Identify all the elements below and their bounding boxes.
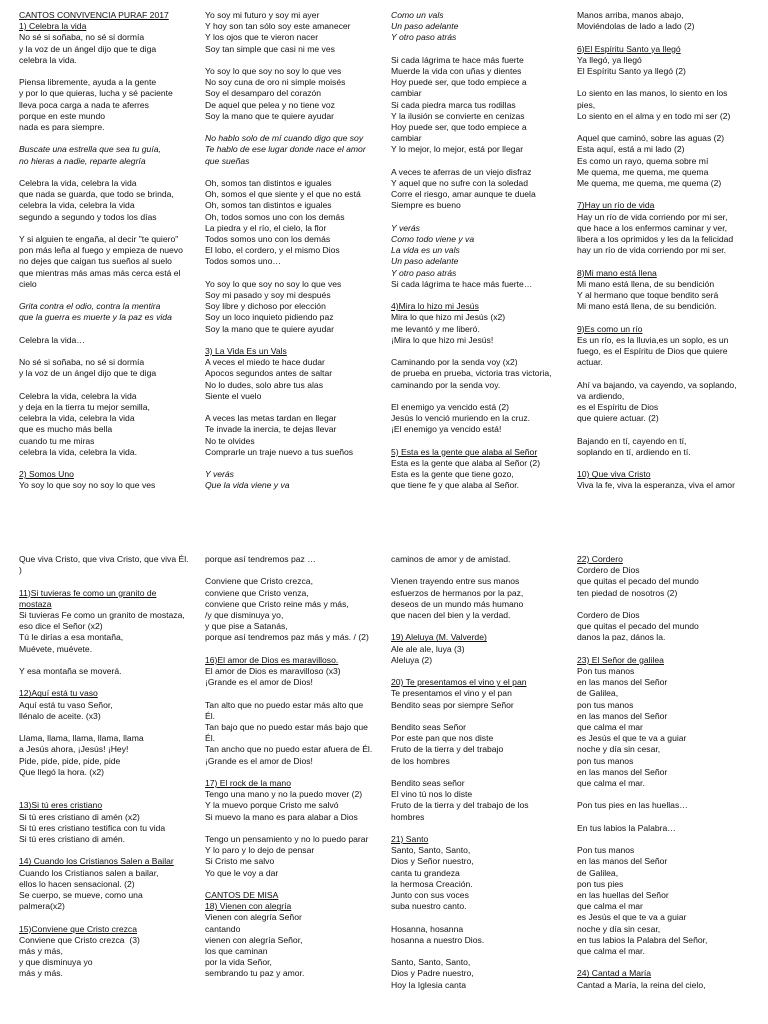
song-verse: Cantad a María, la reina del cielo, — [577, 979, 706, 990]
song-heading: 15)Conviene que Cristo crezca — [19, 923, 137, 934]
song-verse: Vienen trayendo entre sus manos esfuerzos de hermanos por la paz, deseos de un mundo más humano que nacen del bien y la verdad. — [391, 576, 524, 620]
blank-line — [205, 767, 385, 778]
song-heading: 7)Hay un río de vida — [577, 200, 655, 211]
blank-line — [19, 845, 199, 856]
blank-line — [577, 122, 749, 133]
blank-line — [205, 644, 385, 655]
song-verse: Celebra la vida… — [19, 334, 85, 345]
song-verse: Si tú eres cristiano di amén (x2) Si tú eres cristiano testifica con tu vida Si tú eres cristiano di amén. — [19, 811, 166, 844]
song-verse-italic: Y verás Que la vida viene y va — [205, 469, 290, 491]
blank-line — [577, 77, 749, 88]
song-verse: Lo siento en las manos, lo siento en los pies, Lo siento en el alma y en todo mi ser (2) — [577, 88, 731, 121]
column-4 — [577, 10, 749, 492]
blank-line — [19, 324, 199, 335]
song-verse: Celebra la vida, celebra la vida que nada se guarda, que todo se brinda, celebra la vida, celebra la vida segundo a segundo y todos los días — [19, 178, 174, 222]
song-verse: Cuando los Cristianos salen a bailar, ellos lo hacen sensacional. (2) Se cuerpo, se mueve, como una palmera(x2) — [19, 867, 159, 912]
song-verse: El amor de Dios es maravilloso (x3) ¡Grande es el amor de Dios! — [205, 666, 341, 688]
blank-line — [577, 32, 749, 43]
blank-line — [19, 133, 199, 144]
blank-line — [19, 722, 199, 733]
blank-line — [391, 44, 571, 55]
song-verse: Esta es la gente que alaba al Señor (2) Esta es la gente que tiene gozo, que tiene fe y que alaba al Señor. — [391, 458, 541, 491]
song-verse-italic: Grita contra el odio, contra la mentira que la guerra es muerte y la paz es vida — [19, 301, 172, 323]
song-verse: No sé si soñaba, no sé si dormía y la voz de un ángel dijo que te diga celebra la vida. — [19, 32, 157, 65]
song-verse-italic: Buscate una estrella que sea tu guía, no hieras a nadie, reparte alegría — [19, 144, 161, 166]
song-heading: 11)Si tuvieras fe como un granito de mostaza — [19, 587, 157, 609]
blank-line — [577, 424, 749, 435]
song-heading: 19) Aleluya (M. Valverde) — [391, 632, 487, 643]
song-heading: CANTOS CONVIVENCIA PURAF 2017 — [19, 10, 169, 20]
blank-line — [19, 458, 199, 469]
song-verse: Aquí está tu vaso Señor, llénalo de aceite. (x3) — [19, 699, 113, 721]
blank-line — [205, 55, 385, 66]
song-verse: Pon tus manos en las manos del Señor de Galilea, pon tus pies en las huellas del Señor que calma el mar es Jesús el que te va a guiar noche y día sin cesar, en tus labios la Palabra del Señor, que calma el mar. — [577, 845, 708, 957]
song-verse: Piensa libremente, ayuda a la gente y por lo que quieras, lucha y sé paciente lleva poca carga a nada te aferres porque en este mundo nada es para siempre. — [19, 77, 173, 133]
song-verse: Ya llegó, ya llegó El Espíritu Santo ya llegó (2) — [577, 54, 686, 76]
song-verse: Yo soy mi futuro y soy mi ayer Y hoy son tan sólo soy este amanecer Y los ojos que te vieron nacer Soy tan simple que casi ni me ves — [205, 10, 351, 54]
song-verse: En tus labios la Palabra… — [577, 822, 676, 833]
blank-line — [19, 778, 199, 789]
song-verse: Celebra la vida, celebra la vida y deja en la tierra tu mejor semilla, celebra la vida, celebra la vida que es mucho más bella cuando tu me miras celebra la vida, celebra la vida. — [19, 390, 150, 457]
blank-line — [577, 599, 749, 610]
blank-line — [205, 823, 385, 834]
song-heading: 18) Vienen con alegría — [205, 901, 292, 912]
blank-line — [205, 458, 385, 469]
blank-line — [19, 66, 199, 77]
song-verse: Si tuvieras Fe como un granito de mostaza, eso dice el Señor (x2) Tú le dirías a esa montaña, Muévete, muévete. — [19, 610, 185, 654]
column-2 — [205, 10, 385, 492]
blank-line — [391, 346, 571, 357]
blank-line — [205, 402, 385, 413]
blank-line — [391, 436, 571, 447]
column-6 — [205, 554, 385, 980]
blank-line — [391, 621, 571, 632]
song-heading: 4)Mira lo hizo mi Jesús — [391, 301, 479, 312]
song-heading: 23) El Señor de galilea — [577, 654, 664, 665]
column-5 — [19, 554, 199, 980]
blank-line — [19, 789, 199, 800]
song-verse: Oh, somos tan distintos e iguales Oh, somos el que siente y el que no está Oh, somos tan distintos e iguales Oh, todos somos uno con los demás La piedra y el río, el cielo, la flor Todos somos uno con los demás El lobo, el cordero, y el mismo Dios Todos somos uno… — [205, 178, 361, 267]
song-verse: Es un río, es la lluvia,es un soplo, es un fuego, es el Espíritu de Dios que quiere actuar. — [577, 334, 729, 368]
blank-line — [577, 256, 749, 267]
song-verse: caminos de amor y de amistad. — [391, 554, 511, 564]
song-verse: Te presentamos el vino y el pan Bendito seas por siempre Señor — [391, 688, 514, 710]
song-verse: porque así tendremos paz … — [205, 554, 316, 564]
song-heading: 16)El amor de Dios es maravilloso. — [205, 654, 339, 665]
blank-line — [205, 688, 385, 699]
blank-line — [391, 711, 571, 722]
blank-line — [205, 122, 385, 133]
song-verse: Llama, llama, llama, llama, llama a Jesús ahora, ¡Jesús! ¡Hey! Pide, pide, pide, pide, pide Que llegó la hora. (x2) — [19, 733, 144, 777]
song-verse: Si cada lágrima te hace más fuerte Muerde la vida con uñas y dientes Hoy puede ser, que todo empiece a cambiar Si cada piedra marca tus rodillas Y la ilusión se convierte en cenizas Hoy puede ser, que todo empiece a cambiar Y lo mejor, lo mejor, está por llegar — [391, 54, 527, 155]
song-verse: Que viva Cristo, que viva Cristo, que viva Él. ) — [19, 554, 189, 576]
blank-line — [577, 458, 749, 469]
song-verse: Tan alto que no puedo estar más alto que Él. Tan bajo que no puedo estar más bajo que Él. Tan ancho que no puedo estar afuera de Él. ¡Grande es el amor de Dios! — [205, 699, 373, 766]
song-verse: Y esa montaña se moverá. — [19, 666, 122, 676]
song-heading: 20) Te presentamos el vino y el pan — [391, 677, 527, 688]
blank-line — [19, 290, 199, 301]
blank-line — [391, 767, 571, 778]
blank-line — [577, 189, 749, 200]
song-verse: Tengo un pensamiento y no lo puedo parar Y lo paro y lo dejo de pensar Si Cristo me salvo Yo que le voy a dar — [205, 834, 369, 878]
column-7 — [391, 554, 571, 991]
song-verse: Caminando por la senda voy (x2) de prueba en prueba, victoria tras victoria, caminando por la senda voy. — [391, 357, 552, 390]
song-verse: Ale ale ale, luya (3) Aleluya (2) — [391, 643, 465, 665]
song-verse: Yo soy lo que soy no soy lo que ves — [19, 480, 156, 491]
song-verse: Yo soy lo que soy no soy lo que ves No soy cuna de oro ni simple moisés Soy el desamparo del corazón De aquel que pelea y no tiene voz Soy la mano que te quiere ayudar — [205, 66, 346, 121]
song-verse: Manos arriba, manos abajo, Moviéndolas de lado a lado (2) — [577, 10, 695, 32]
song-heading: CANTOS DE MISA — [205, 890, 279, 900]
song-verse: A veces las metas tardan en llegar Te invade la inercia, te dejas llevar No te olvides Comprarle un traje nuevo a tus sueños — [205, 413, 354, 457]
song-verse: Si cada lágrima te hace más fuerte… — [391, 278, 533, 289]
blank-line — [577, 812, 749, 823]
song-verse: Cordero de Dios que quitas el pecado del mundo ten piedad de nosotros (2) — [577, 565, 699, 598]
song-verse: El enemigo ya vencido está (2) Jesús lo venció muriendo en la cruz. ¡El enemigo ya vencido está! — [391, 402, 531, 435]
song-heading: 1) Celebra la vida — [19, 21, 87, 32]
blank-line — [577, 644, 749, 655]
blank-line — [19, 167, 199, 178]
song-verse: Y si alguien te engaña, al decir "te quiero" pon más leña al fuego y empieza de nuevo no dejes que caigan tus sueños al suelo que mientras más amas más cerca está el cielo — [19, 234, 183, 289]
song-heading: 2) Somos Uno — [19, 469, 74, 480]
song-heading: 14) Cuando los Cristianos Salen a Bailar — [19, 856, 174, 867]
song-verse: Cordero de Dios que quitas el pecado del mundo danos la paz, dános la. — [577, 610, 699, 643]
blank-line — [391, 156, 571, 167]
blank-line — [391, 391, 571, 402]
song-verse: Santo, Santo, Santo, Dios y Padre nuestro, Hoy la Iglesia canta — [391, 957, 474, 990]
song-heading: 12)Aquí está tu vaso — [19, 688, 98, 699]
song-heading: 24) Cantad a María — [577, 968, 652, 979]
song-verse: Yo soy lo que soy no soy lo que ves Soy mi pasado y soy mi después Soy libre y dichoso por elección Soy un loco inquieto pidiendo paz Soy la mano que te quiere ayudar — [205, 278, 342, 334]
song-verse: Conviene que Cristo crezca, conviene que Cristo venza, conviene que Cristo reine más y más, /y que disminuya yo, y que pise a Satanás, porque así tendremos paz más y más. / (2) — [205, 576, 369, 643]
blank-line — [391, 565, 571, 576]
song-verse: Mira lo que hizo mi Jesús (x2) me levantó y me liberó. ¡Mira lo que hizo mi Jesús! — [391, 312, 506, 345]
song-verse: Tengo una mano y no la puedo mover (2) Y la muevo porque Cristo me salvó Si muevo la mano es para alabar a Dios — [205, 789, 363, 822]
song-verse: Hosanna, hosanna hosanna a nuestro Dios. — [391, 923, 485, 945]
song-heading: 10) Que viva Cristo — [577, 469, 651, 480]
blank-line — [205, 167, 385, 178]
page-bottom-half — [0, 548, 768, 1024]
song-verse: Viva la fe, viva la esperanza, viva el amor — [577, 480, 735, 491]
blank-line — [391, 912, 571, 923]
song-verse: Pon tus pies en las huellas… — [577, 800, 688, 811]
song-verse: Hay un río de vida corriendo por mi ser, que hace a los enfermos caminar y ver, libera a los oprimidos y les da la felicidad hay un río de vida corriendo por mi ser. — [577, 211, 734, 256]
blank-line — [391, 212, 571, 223]
blank-line — [19, 912, 199, 923]
song-verse: Aquel que caminó, sobre las aguas (2) Esta aquí, está a mi lado (2) Es como un rayo, quema sobre mí Me quema, me quema, me quema Me quema, me quema, me quema (2) — [577, 133, 725, 188]
song-verse: Conviene que Cristo crezca (3) más y más, y que disminuya yo más y más. — [19, 934, 140, 979]
blank-line — [19, 380, 199, 391]
blank-line — [577, 957, 749, 968]
blank-line — [205, 879, 385, 890]
blank-line — [19, 677, 199, 688]
song-heading: 3) La Vida Es un Vals — [205, 346, 287, 357]
song-heading: 9)Es como un río — [577, 323, 643, 334]
blank-line — [391, 290, 571, 301]
blank-line — [577, 789, 749, 800]
song-verse-italic: Como un vals Un paso adelante Y otro paso atrás — [391, 10, 459, 43]
song-verse: No sé si soñaba, no sé si dormía y la voz de un ángel dijo que te diga — [19, 357, 157, 379]
song-verse-italic: Y verás Como todo viene y va La vida es un vals Un paso adelante Y otro paso atrás — [391, 222, 475, 278]
song-heading: 21) Santo — [391, 833, 429, 844]
column-8 — [577, 554, 749, 991]
blank-line — [391, 823, 571, 834]
blank-line — [577, 312, 749, 323]
song-heading: 13)Si tú eres cristiano — [19, 800, 103, 811]
song-verse: Ahí va bajando, va cayendo, va soplando, va ardiendo, es el Espíritu de Dios que quiere actuar. (2) — [577, 379, 737, 424]
song-verse-italic: No hablo solo de mí cuando digo que soy Te hablo de ese lugar donde nace el amor que sueñas — [205, 133, 366, 166]
blank-line — [391, 946, 571, 957]
song-heading: 5) Esta es la gente que alaba al Señor — [391, 446, 538, 457]
song-heading: 8)Mi mano está llena — [577, 267, 657, 278]
blank-line — [205, 335, 385, 346]
blank-line — [19, 346, 199, 357]
blank-line — [391, 666, 571, 677]
song-verse: Pon tus manos en las manos del Señor de Galilea, pon tus manos en las manos del Señor que calma el mar es Jesús el que te va a guiar noche y día sin cesar, pon tus manos en las manos del Señor que calma el mar. — [577, 666, 687, 789]
blank-line — [19, 655, 199, 666]
song-verse: Bendito seas señor El vino tú nos lo diste Fruto de la tierra y del trabajo de los hombres — [391, 777, 529, 822]
song-verse: Santo, Santo, Santo, Dios y Señor nuestro, canta tu grandeza la hermosa Creación. Junto con sus voces suba nuestro canto. — [391, 845, 474, 912]
column-1 — [19, 10, 199, 492]
song-heading: 22) Cordero — [577, 554, 623, 564]
blank-line — [205, 565, 385, 576]
song-heading: 17) El rock de la mano — [205, 778, 291, 788]
blank-line — [205, 268, 385, 279]
blank-line — [577, 368, 749, 379]
song-verse: Mi mano está llena, de su bendición Y al hermano que toque bendito será Mi mano está llena, de su bendición. — [577, 278, 719, 312]
song-verse: A veces el miedo te hace dudar Apocos segundos antes de saltar No lo dudes, solo abre tus alas Siente el vuelo — [205, 357, 333, 401]
song-verse: Bajando en tí, cayendo en tí, soplando en tí, ardiendo en tí. — [577, 435, 691, 457]
column-3 — [391, 10, 571, 492]
song-verse: Bendito seas Señor Por este pan que nos diste Fruto de la tierra y del trabajo de los hombres — [391, 721, 504, 766]
song-verse: Vienen con alegría Señor cantando vienen con alegría Señor, los que caminan por la vida Señor, sembrando tu paz y amor. — [205, 912, 305, 979]
blank-line — [19, 576, 199, 587]
blank-line — [577, 834, 749, 845]
song-heading: 6)El Espíritu Santo ya llegó — [577, 43, 681, 54]
blank-line — [19, 223, 199, 234]
song-verse: A veces te aferras de un viejo disfraz Y aquel que no sufre con la soledad Corre el riesgo, amar aunque te duela Siempre es bueno — [391, 166, 536, 211]
